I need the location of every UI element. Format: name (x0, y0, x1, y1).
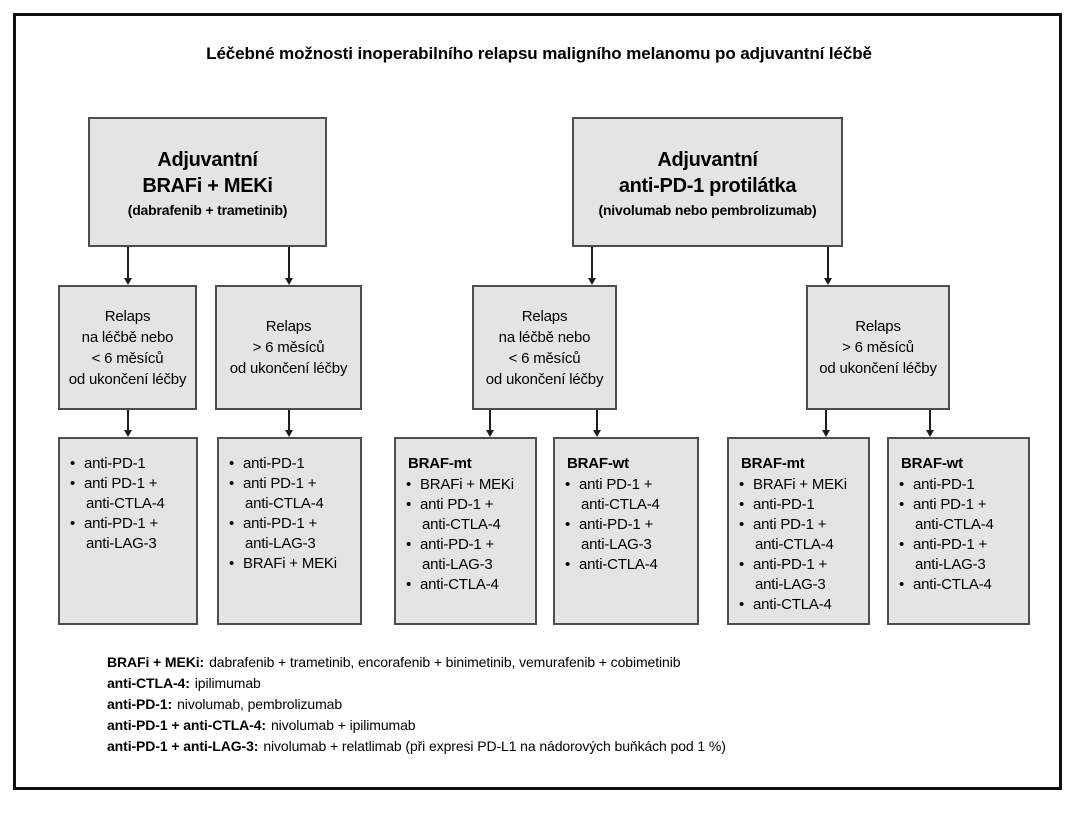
treatment-item: • anti PD-1 + anti-CTLA-4 (406, 495, 531, 535)
legend-definition: dabrafenib + trametinib, encorafenib + binimetinib, vemurafenib + cobimetinib (209, 654, 681, 670)
braf-mt-label: BRAF-mt (741, 455, 805, 472)
legend-term: BRAFi + MEKi: (107, 654, 205, 670)
legend-row (107, 736, 726, 757)
treatment-item: • anti PD-1 + anti-CTLA-4 (565, 475, 693, 515)
treatment-item: • anti-PD-1 + anti-LAG-3 (565, 515, 693, 555)
relapse-line: od ukončení léčby (819, 360, 937, 377)
treatment-item: • anti-PD-1 + anti-LAG-3 (899, 535, 1024, 575)
legend-definition: nivolumab, pembrolizumab (177, 696, 343, 712)
relapse-line: na léčbě nebo (81, 328, 174, 346)
relapse-early-braf-box (58, 285, 197, 410)
diagram-title: Léčebné možnosti inoperabilního relapsu maligního melanomu po adjuvantní léčbě (206, 44, 872, 63)
legend-term: anti-PD-1: (107, 696, 173, 712)
adjuvant-anti-pd1-line1: Adjuvantní (657, 148, 758, 171)
treatment-item: • anti-CTLA-4 (739, 595, 864, 615)
legend-row (107, 652, 726, 673)
legend-term: anti-CTLA-4: (107, 675, 190, 691)
relapse-line: na léčbě nebo (498, 328, 591, 346)
legend-definition: nivolumab + relatlimab (při expresi PD-L1 na nádorových buňkách pod 1 %) (263, 738, 726, 754)
treatment-box-2 (217, 437, 362, 625)
arrow-braf-to-relapse-late-icon (288, 247, 290, 278)
arrow-to-treatment-2-icon (288, 410, 290, 430)
treatment-item: • anti-PD-1 + anti-LAG-3 (70, 514, 192, 554)
arrow-braf-to-relapse-early-icon (127, 247, 129, 278)
arrow-pd1-to-relapse-early-icon (591, 247, 593, 278)
treatment-box-5-braf-mt (727, 437, 870, 625)
arrow-to-treatment-4-icon (596, 410, 598, 430)
relapse-line: < 6 měsíců (508, 349, 581, 367)
relapse-line: Relaps (265, 318, 312, 335)
legend-row (107, 673, 726, 694)
arrow-to-treatment-5-icon (825, 410, 827, 430)
treatment-item: • anti-PD-1 + anti-LAG-3 (406, 535, 531, 575)
arrow-pd1-to-relapse-late-icon (827, 247, 829, 278)
treatment-item: • anti-PD-1 (739, 495, 864, 515)
treatment-box-1 (58, 437, 198, 625)
treatment-item: • anti PD-1 + anti-CTLA-4 (899, 495, 1024, 535)
treatment-item: • BRAFi + MEKi (406, 475, 531, 495)
adjuvant-brafi-meki-line2: BRAFi + MEKi (142, 174, 273, 197)
arrow-to-treatment-1-icon (127, 410, 129, 430)
adjuvant-anti-pd1-box (572, 117, 843, 247)
treatment-item: • anti-PD-1 (70, 454, 192, 474)
abbreviation-legend (107, 652, 726, 757)
treatment-item: • anti PD-1 + anti-CTLA-4 (739, 515, 864, 555)
treatment-item: • BRAFi + MEKi (739, 475, 864, 495)
treatment-box-3-braf-mt (394, 437, 537, 625)
treatment-item: • anti PD-1 + anti-CTLA-4 (70, 474, 192, 514)
treatment-list (406, 475, 531, 595)
treatment-list (565, 475, 693, 575)
adjuvant-anti-pd1-drugs: (nivolumab nebo pembrolizumab) (598, 201, 817, 218)
relapse-line: > 6 měsíců (252, 339, 325, 356)
treatment-item: • anti-PD-1 (899, 475, 1024, 495)
treatment-item: • anti-PD-1 (229, 454, 356, 474)
treatment-item: • anti-PD-1 + anti-LAG-3 (739, 555, 864, 595)
treatment-item: • anti-PD-1 + anti-LAG-3 (229, 514, 356, 554)
arrow-to-treatment-6-icon (929, 410, 931, 430)
adjuvant-brafi-meki-line1: Adjuvantní (157, 148, 258, 171)
legend-term: anti-PD-1 + anti-LAG-3: (107, 738, 259, 754)
legend-definition: nivolumab + ipilimumab (271, 717, 416, 733)
braf-mt-label: BRAF-mt (408, 455, 472, 472)
treatment-item: • anti-CTLA-4 (565, 555, 693, 575)
treatment-list (229, 454, 356, 574)
braf-wt-label: BRAF-wt (567, 455, 629, 472)
treatment-box-4-braf-wt (553, 437, 699, 625)
relapse-line: < 6 měsíců (91, 349, 164, 367)
adjuvant-brafi-meki-box (88, 117, 327, 247)
relapse-line: > 6 měsíců (842, 339, 914, 356)
treatment-item: • anti-CTLA-4 (899, 575, 1024, 595)
relapse-line: od ukončení léčby (68, 370, 187, 388)
relapse-line: od ukončení léčby (485, 370, 604, 388)
arrow-to-treatment-3-icon (489, 410, 491, 430)
relapse-early-pd1-box (472, 285, 617, 410)
treatment-list (739, 475, 864, 615)
legend-row (107, 694, 726, 715)
adjuvant-brafi-meki-drugs: (dabrafenib + trametinib) (127, 201, 288, 218)
relapse-line: Relaps (521, 307, 568, 325)
treatment-box-6-braf-wt (887, 437, 1030, 625)
legend-term: anti-PD-1 + anti-CTLA-4: (107, 717, 266, 733)
legend-definition: ipilimumab (194, 675, 261, 691)
treatment-list (899, 475, 1024, 595)
adjuvant-anti-pd1-line2: anti-PD-1 protilátka (618, 174, 797, 197)
relapse-line: Relaps (104, 307, 151, 325)
treatment-item: • anti-CTLA-4 (406, 575, 531, 595)
relapse-line: od ukončení léčby (229, 360, 348, 377)
braf-wt-label: BRAF-wt (901, 455, 963, 472)
treatment-item: • anti PD-1 + anti-CTLA-4 (229, 474, 356, 514)
relapse-late-pd1-box (806, 285, 950, 410)
relapse-late-braf-box (215, 285, 362, 410)
legend-row (107, 715, 726, 736)
relapse-line: Relaps (855, 318, 901, 335)
treatment-list (70, 454, 192, 554)
treatment-item: • BRAFi + MEKi (229, 554, 356, 574)
